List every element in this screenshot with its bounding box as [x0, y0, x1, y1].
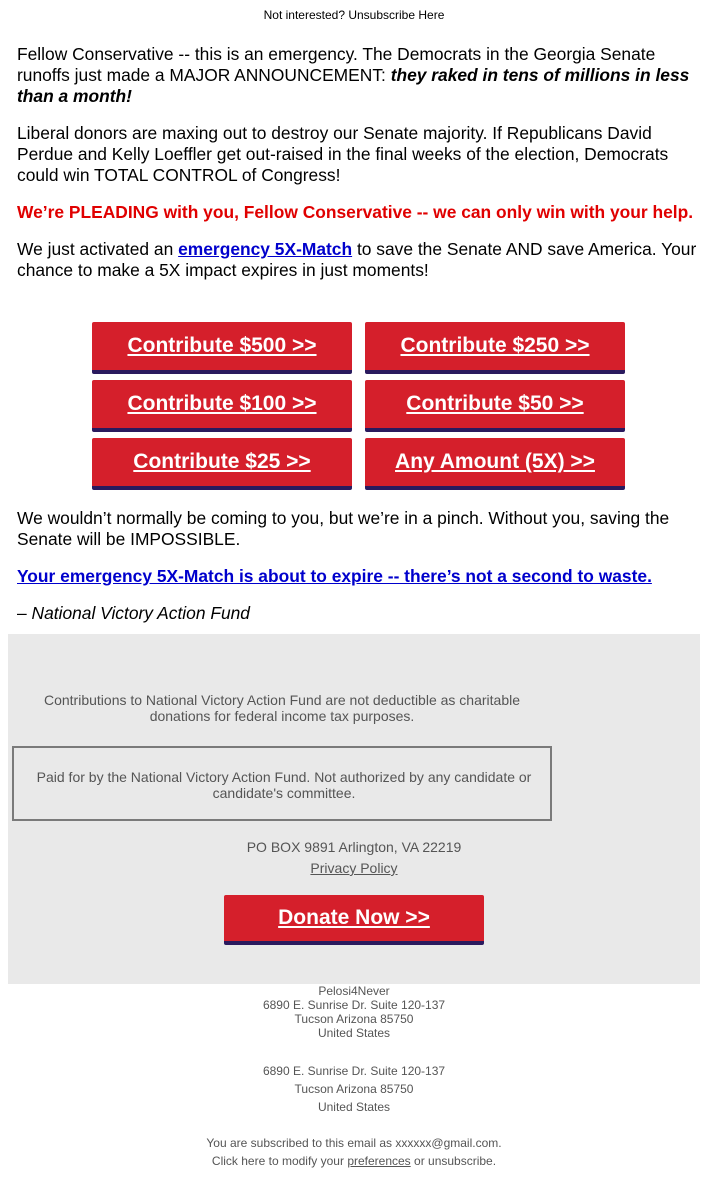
- donate-now-button[interactable]: Donate Now >>: [224, 895, 484, 945]
- preferences-link[interactable]: preferences: [347, 1154, 411, 1168]
- unsubscribe-header-link[interactable]: [264, 8, 445, 22]
- privacy-policy-link[interactable]: Privacy Policy: [310, 860, 398, 876]
- paid-for-text: Paid for by the National Victory Action Fund. Not authorized by any candidate or candidate's committee.: [36, 769, 532, 801]
- contribute-25-button[interactable]: Contribute $25 >>: [92, 438, 352, 490]
- contribute-500-button[interactable]: Contribute $500 >>: [92, 322, 352, 374]
- contribute-250-button[interactable]: Contribute $250 >>: [365, 322, 625, 374]
- match-suffix: to save the Senate AND save America. Your chance to make a 5X impact expires in just moments!: [17, 239, 697, 280]
- paragraph-expire: [17, 566, 697, 587]
- signature-dash: –: [17, 603, 32, 623]
- signature: [17, 603, 250, 624]
- contribute-50-button[interactable]: Contribute $50 >>: [365, 380, 625, 432]
- email-body: [17, 44, 697, 297]
- po-box-address: PO BOX 9891 Arlington, VA 22219: [246, 839, 462, 855]
- paragraph-pinch: We wouldn’t normally be coming to you, but we’re in a pinch. Without you, saving the Senate will be IMPOSSIBLE.: [17, 508, 670, 549]
- sender-name: Pelosi4Never: [318, 984, 390, 998]
- signature-name: National Victory Action Fund: [31, 603, 250, 623]
- mailer-address: [0, 1062, 708, 1116]
- contribute-100-button[interactable]: Contribute $100 >>: [92, 380, 352, 432]
- mailer-street: 6890 E. Sunrise Dr. Suite 120-137: [262, 1064, 446, 1078]
- emergency-match-link[interactable]: emergency 5X-Match: [178, 239, 353, 259]
- any-amount-button[interactable]: Any Amount (5X) >>: [365, 438, 625, 490]
- match-expire-link[interactable]: Your emergency 5X-Match is about to expire -- there’s not a second to waste.: [17, 566, 652, 586]
- paragraph-pleading: We’re PLEADING with you, Fellow Conservative -- we can only win with your help.: [17, 202, 694, 222]
- sender-street: 6890 E. Sunrise Dr. Suite 120-137: [262, 998, 446, 1012]
- subscription-email-line: You are subscribed to this email as xxxxxx@gmail.com.: [206, 1136, 502, 1150]
- unsubscribe-prefix: Not interested?: [263, 8, 349, 22]
- announcement-text: Fellow Conservative -- this is an emergency. The Democrats in the Georgia Senate runoffs just made a MAJOR ANNOUNCEMENT:: [17, 44, 656, 85]
- mailer-country: United States: [317, 1100, 391, 1114]
- tax-disclaimer: Contributions to National Victory Action Fund are not deductible as charitable donations for federal income tax purposes.: [43, 692, 521, 724]
- announcement-emphasis: they raked in tens of millions in less than a month!: [17, 65, 690, 106]
- sender-address: [0, 984, 708, 1040]
- subscription-modify-line: [0, 1152, 708, 1170]
- sender-country: United States: [317, 1026, 391, 1040]
- modify-prefix: Click here to modify your: [211, 1154, 348, 1168]
- modify-suffix: or unsubscribe.: [410, 1154, 497, 1168]
- paragraph-match: [17, 239, 697, 281]
- match-prefix: We just activated an: [17, 239, 179, 259]
- subscription-notice: [0, 1134, 708, 1170]
- paid-for-box: [12, 746, 552, 821]
- paragraph-announcement: [17, 44, 697, 107]
- unsubscribe-link-text: Unsubscribe Here: [348, 8, 445, 22]
- privacy-row: [0, 860, 708, 876]
- unsubscribe-header: [0, 8, 708, 23]
- email-body-lower: [17, 508, 697, 603]
- paragraph-donors: Liberal donors are maxing out to destroy our Senate majority. If Republicans David Perdue and Kelly Loeffler get out-raised in the final weeks of the election, Democrats could win TOTAL CONTROL of Congress!: [17, 123, 669, 185]
- sender-city: Tucson Arizona 85750: [294, 1012, 414, 1026]
- mailer-city: Tucson Arizona 85750: [294, 1082, 414, 1096]
